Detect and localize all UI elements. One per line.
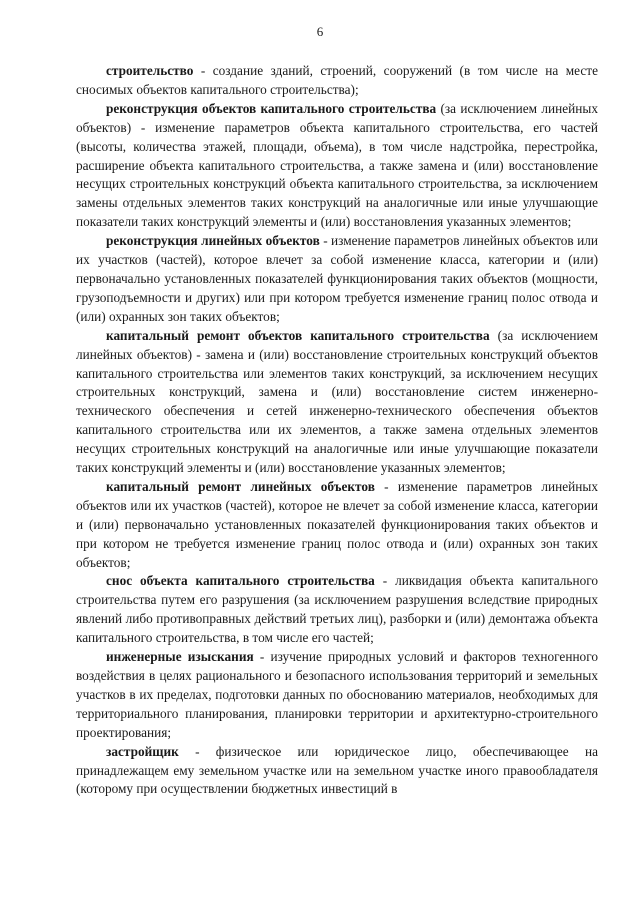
term: строительство bbox=[106, 63, 194, 78]
document-body bbox=[76, 62, 598, 799]
term: застройщик bbox=[106, 743, 179, 759]
definition-paragraph-repair-linear bbox=[76, 478, 598, 573]
term: снос объекта капитального строительства bbox=[106, 573, 375, 589]
term: реконструкция объектов капитального строительства bbox=[106, 100, 437, 116]
term: капитальный ремонт линейных объектов bbox=[106, 478, 375, 494]
definition-text: - ликвидация объекта капитального строительства путем его разрушения (за исключением разрушения вследствие природных явлений либо противоправных действий третьих лиц), разборки и (или) демонтажа объекта капитального строительства, в том числе его частей; bbox=[76, 573, 599, 646]
definition-paragraph-reconstruction-capital bbox=[76, 100, 598, 232]
term: капитальный ремонт объектов капитального строительства bbox=[106, 327, 490, 343]
term: реконструкция линейных объектов bbox=[106, 233, 320, 249]
definition-text: - создание зданий, строений, сооружений (в том числе на месте сносимых объектов капитального строительства); bbox=[76, 63, 598, 97]
definition-paragraph-construction bbox=[76, 62, 598, 100]
definition-text: (за исключением линейных объектов) - изменение параметров объекта капитального строительства, его частей (высоты, количества этажей, площади, объема), в том числе надстройка, перестройка, расширение объекта капитального строительства, а также замена и (или) восстановление несущих строительных конструкций объекта капитального строительства, за исключением замены отдельных элементов таких конструкций на аналогичные или иные улучшающие показатели таких конструкций элементы и (или) восстановления указанных элементов; bbox=[76, 100, 598, 230]
definition-text: - физическое или юридическое лицо, обеспечивающее на принадлежащем ему земельном участке или на земельном участке иного правообладателя (которому при осуществлении бюджетных инвестиций в bbox=[76, 743, 598, 797]
definition-text: - изменение параметров линейных объектов или их участков (частей), которое влечет за собой изменение класса, категории и (или) первоначально установленных показателей функционирования таких объектов (мощности, грузоподъемности и других) или при котором требуется изменение границ полос отвода и (или) охранных зон таких объектов; bbox=[76, 233, 598, 324]
definition-text: - изменение параметров линейных объектов или их участков (частей), которое не влечет за собой изменение класса, категории и (или) первоначально установленных показателей функционирования таких объектов и при котором не требуется изменение границ полос отвода и (или) охранных зон таких объектов; bbox=[76, 478, 598, 570]
definition-paragraph-developer bbox=[76, 743, 598, 800]
definition-paragraph-surveys bbox=[76, 648, 598, 743]
definition-paragraph-demolition bbox=[76, 572, 598, 648]
definition-text: (за исключением линейных объектов) - замена и (или) восстановление строительных конструкций объектов капитального строительства или элементов таких конструкций, за исключением несущих строительных конструкций, замена и (или) восстановление систем инженерно-технического обеспечения и сетей инженерно-технического обеспечения объектов капитального строительства или их элементов, а также замена отдельных элементов несущих строительных конструкций на аналогичные или иные улучшающие показатели таких конструкций элементы и (или) восстановление указанных элементов; bbox=[76, 327, 598, 476]
definition-paragraph-repair-capital bbox=[76, 327, 598, 478]
term: инженерные изыскания bbox=[106, 649, 254, 665]
definition-paragraph-reconstruction-linear bbox=[76, 232, 598, 327]
page-number: 6 bbox=[316, 24, 324, 39]
definition-text: - изучение природных условий и факторов техногенного воздействия в целях рационального и безопасного использования территорий и земельных участков в их пределах, подготовки данных по обоснованию материалов, необходимых для территориального планирования, планировки территории и архитектурно-строительного проектирования; bbox=[76, 649, 598, 740]
